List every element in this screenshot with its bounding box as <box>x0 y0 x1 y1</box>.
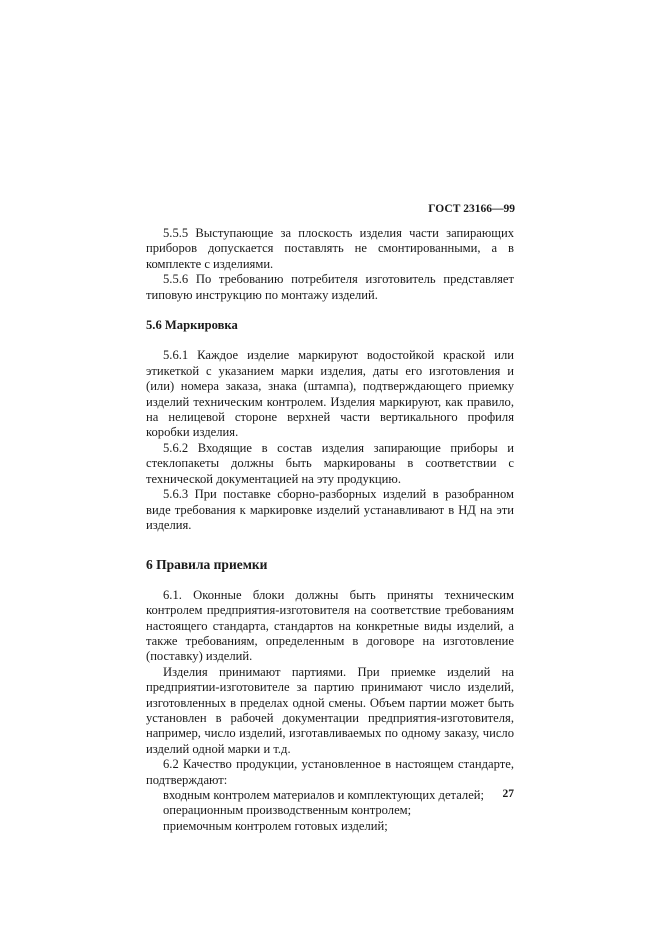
clause-5-6-2: 5.6.2 Входящие в состав изделия запирающие приборы и стеклопакеты должны быть маркированы в соответствии с технической документацией на эту продукцию. <box>146 440 514 486</box>
section-heading-6: 6 Правила приемки <box>146 557 268 573</box>
clause-5-5-6: 5.5.6 По требованию потребителя изготовитель представляет типовую инструкцию по монтажу изделий. <box>146 272 514 302</box>
list-item-operational-control: операционным производственным контролем; <box>163 803 412 818</box>
list-item-acceptance-control: приемочным контролем готовых изделий; <box>163 818 388 833</box>
clause-6-1: 6.1. Оконные блоки должны быть приняты техническим контролем предприятия-изготовителя на соответствие требованиям настоящего стандарта, стандартов на конкретные виды изделий, а также требованиям, определенным в договоре на изготовление (поставку) изделий. <box>146 587 514 664</box>
clause-6-2: 6.2 Качество продукции, установленное в настоящем стандарте, подтверждают: <box>146 757 514 787</box>
clause-6-1-batches: Изделия принимают партиями. При приемке изделий на предприятии-изготовителе за партию принимают число изделий, изготовленных в пределах одной смены. Объем партии может быть установлен в рабочей документации предприятия-изготовителя, например, число изделий, изготавливаемых по одному заказу, число изделий одной марки и т.д. <box>146 664 514 756</box>
list-item-incoming-control: входным контролем материалов и комплектующих деталей; <box>163 788 485 802</box>
clause-5-6-1: 5.6.1 Каждое изделие маркируют водостойкой краской или этикеткой с указанием марки изделия, даты его изготовления и (или) номера заказа, знака (штампа), подтверждающего приемку изделий техническим контролем. Изделия маркируют, как правило, на нелицевой стороне верхней части вертикального профиля коробки изделия. <box>146 348 514 440</box>
clause-5-5-5: 5.5.5 Выступающие за плоскость изделия части запирающих приборов допускается поставлять не смонтированными, а в комплекте с изделиями. <box>146 226 514 271</box>
page-number: 27 <box>502 788 514 800</box>
document-code-header: ГОСТ 23166—99 <box>428 203 515 215</box>
page-body <box>146 226 514 834</box>
clause-5-6-3: 5.6.3 При поставке сборно-разборных изделий в разобранном виде требования к маркировке изделий устанавливают в НД на эти изделия. <box>146 487 514 532</box>
section-heading-5-6: 5.6 Маркировка <box>146 318 238 333</box>
